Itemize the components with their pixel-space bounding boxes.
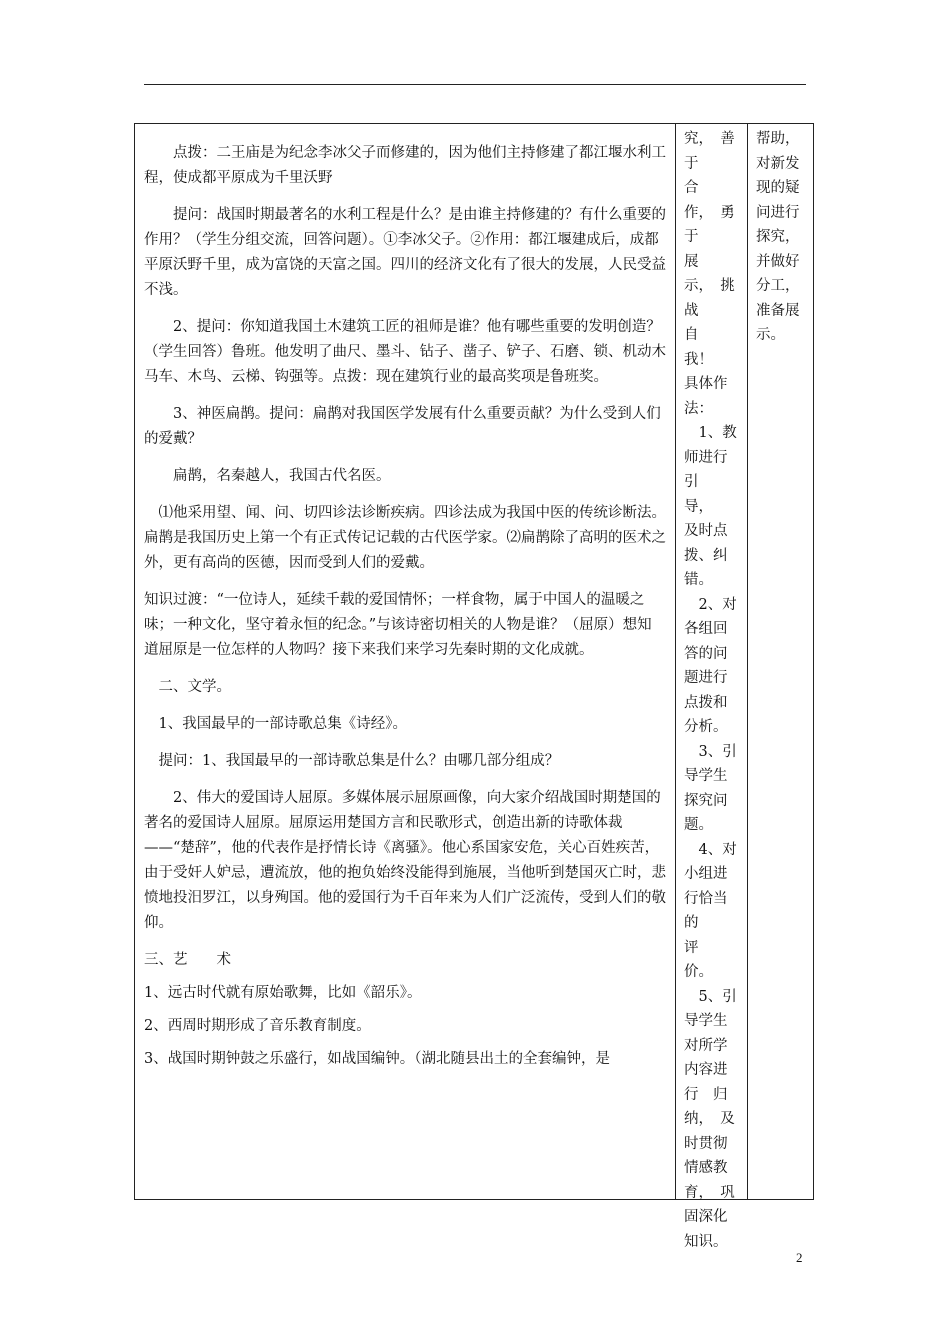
teacher-column-line: 3、引: [684, 743, 737, 760]
teacher-column-line: 及时点: [684, 523, 728, 539]
teacher-activity-column: [684, 127, 740, 1254]
main-content-column: [144, 141, 666, 1080]
teacher-column-line: 行恰当: [684, 890, 728, 907]
teacher-column-line: 于 合: [684, 155, 728, 196]
teacher-column-line: 题。: [684, 817, 713, 833]
teacher-column-line: 固深化: [684, 1209, 728, 1225]
teacher-column-line: 行 归: [684, 1086, 728, 1103]
teacher-column-line: 答的问: [684, 645, 728, 662]
teacher-column-line: 题进行: [684, 670, 728, 686]
paragraph-transition: 知识过渡：“一位诗人，延续千载的爱国情怀；一样食物，属于中国人的温暖之味；一种文化，坚守着永恒的纪念。”与该诗密切相关的人物是谁？（屈原）想知道屈原是一位怎样的人物吗？接下来我们来学习先秦时期的文化成就。: [144, 592, 652, 658]
student-column-line: 探究，: [756, 229, 800, 245]
teacher-column-line: 引 导，: [684, 474, 713, 515]
header-rule: [144, 84, 806, 85]
paragraph-shijing-question: 提问：1、我国最早的一部诗歌总集是什么？由哪几部分组成？: [158, 753, 560, 769]
teacher-column-line: 的 评: [684, 915, 728, 956]
heading-literature: 二、文学。: [158, 679, 231, 695]
teacher-column-line: 我！: [684, 351, 713, 368]
teacher-column-line: 作， 勇: [684, 204, 735, 221]
teacher-column-line: 育， 巩: [684, 1184, 735, 1201]
teacher-column-line: 分析。: [684, 719, 728, 735]
teacher-column-line: 导学生: [684, 1013, 728, 1029]
teacher-column-line: 4、对: [684, 841, 737, 858]
teacher-column-line: 点拨和: [684, 694, 728, 711]
teacher-column-line: 示， 挑: [684, 278, 735, 294]
paragraph-art-2: 2、西周时期形成了音乐教育制度。: [144, 1018, 371, 1034]
teacher-column-line: 导学生: [684, 768, 728, 784]
teacher-column-line: 对所学: [684, 1037, 728, 1054]
paragraph-bianque-intro: 扁鹊，名秦越人，我国古代名医。: [173, 468, 391, 484]
student-column-line: 准备展: [756, 302, 800, 319]
student-column-line: 帮助，: [756, 131, 800, 147]
teacher-column-line: 拨、纠: [684, 547, 728, 564]
teacher-column-line: 纳， 及: [684, 1111, 735, 1127]
student-activity-column: [756, 127, 808, 348]
heading-art: 三、艺 术: [144, 952, 231, 968]
student-column-line: 现的疑: [756, 180, 800, 196]
teacher-column-line: 价。: [684, 964, 713, 980]
teacher-column-line: 法：: [684, 400, 713, 417]
teacher-column-line: 知识。: [684, 1233, 728, 1250]
column-divider-2: [747, 124, 748, 1199]
student-column-line: 示。: [756, 327, 785, 343]
column-divider-1: [675, 124, 676, 1199]
teacher-column-line: 小组进: [684, 866, 728, 882]
teacher-column-line: 2、对: [684, 596, 737, 613]
student-column-line: 并做好: [756, 253, 800, 270]
paragraph-art-1: 1、远古时代就有原始歌舞，比如《韶乐》。: [144, 985, 422, 1001]
teacher-column-line: 1、教: [684, 425, 737, 441]
teacher-column-line: 内容进: [684, 1062, 728, 1078]
teacher-column-line: 错。: [684, 572, 713, 588]
teacher-column-line: 师进行: [684, 449, 728, 466]
paragraph-luban: 2、提问：你知道我国土木建筑工匠的祖师是谁？他有哪些重要的发明创造？（学生回答）鲁班。他发明了曲尺、墨斗、钻子、凿子、铲子、石磨、锁、机动木马车、木鸟、云梯、钩强等。点拨：现在建筑行业的最高奖项是鲁班奖。: [144, 319, 666, 385]
teacher-column-line: 具体作: [684, 376, 728, 392]
teacher-column-line: 战 自: [684, 302, 728, 343]
student-column-line: 对新发: [756, 155, 800, 172]
teacher-column-line: 探究问: [684, 792, 728, 809]
teacher-column-line: 情感教: [684, 1160, 728, 1176]
paragraph-shijing: 1、我国最早的一部诗歌总集《诗经》。: [158, 716, 407, 732]
teacher-column-line: 于 展: [684, 229, 728, 270]
teacher-column-line: 各组回: [684, 621, 728, 637]
paragraph-bianque-contributions: ⑴他采用望、闻、问、切四诊法诊断疾病。四诊法成为我国中医的传统诊断法。扁鹊是我国历史上第一个有正式传记记载的古代医学家。⑵扁鹊除了高明的医术之外，更有高尚的医德，因而受到人们的爱戴。: [144, 505, 666, 571]
teacher-column-line: 5、引: [684, 988, 737, 1005]
paragraph-dujiangyan-question: 提问：战国时期最著名的水利工程是什么？是由谁主持修建的？有什么重要的作用？（学生分组交流，回答问题）。①李冰父子。②作用：都江堰建成后，成都平原沃野千里，成为富饶的天富之国。四川的经济文化有了很大的发展，人民受益不浅。: [144, 207, 666, 298]
student-column-line: 问进行: [756, 204, 800, 221]
paragraph-dianbo: 点拨：二王庙是为纪念李冰父子而修建的，因为他们主持修建了都江堰水利工程，使成都平原成为千里沃野: [144, 145, 666, 186]
teacher-column-line: 时贯彻: [684, 1135, 728, 1152]
paragraph-art-3: 3、战国时期钟鼓之乐盛行，如战国编钟。（湖北随县出土的全套编钟，是: [144, 1051, 610, 1067]
paragraph-bianque-question: 3、神医扁鹊。提问：扁鹊对我国医学发展有什么重要贡献？为什么受到人们的爱戴？: [144, 406, 661, 447]
teacher-column-line: 究， 善: [684, 131, 735, 147]
page-number: 2: [796, 1250, 803, 1265]
student-column-line: 分工，: [756, 278, 800, 294]
paragraph-quyuan: 2、伟大的爱国诗人屈原。多媒体展示屈原画像，向大家介绍战国时期楚国的著名的爱国诗人屈原。屈原运用楚国方言和民歌形式，创造出新的诗歌体裁——“楚辞”，他的代表作是抒情长诗《离骚》。他心系国家安危，关心百姓疾苦，由于受奸人妒忌，遭流放，他的抱负始终没能得到施展，当他听到楚国灭亡时，悲愤地投汨罗江，以身殉国。他的爱国行为千百年来为人们广泛流传，受到人们的敬仰。: [144, 790, 666, 931]
